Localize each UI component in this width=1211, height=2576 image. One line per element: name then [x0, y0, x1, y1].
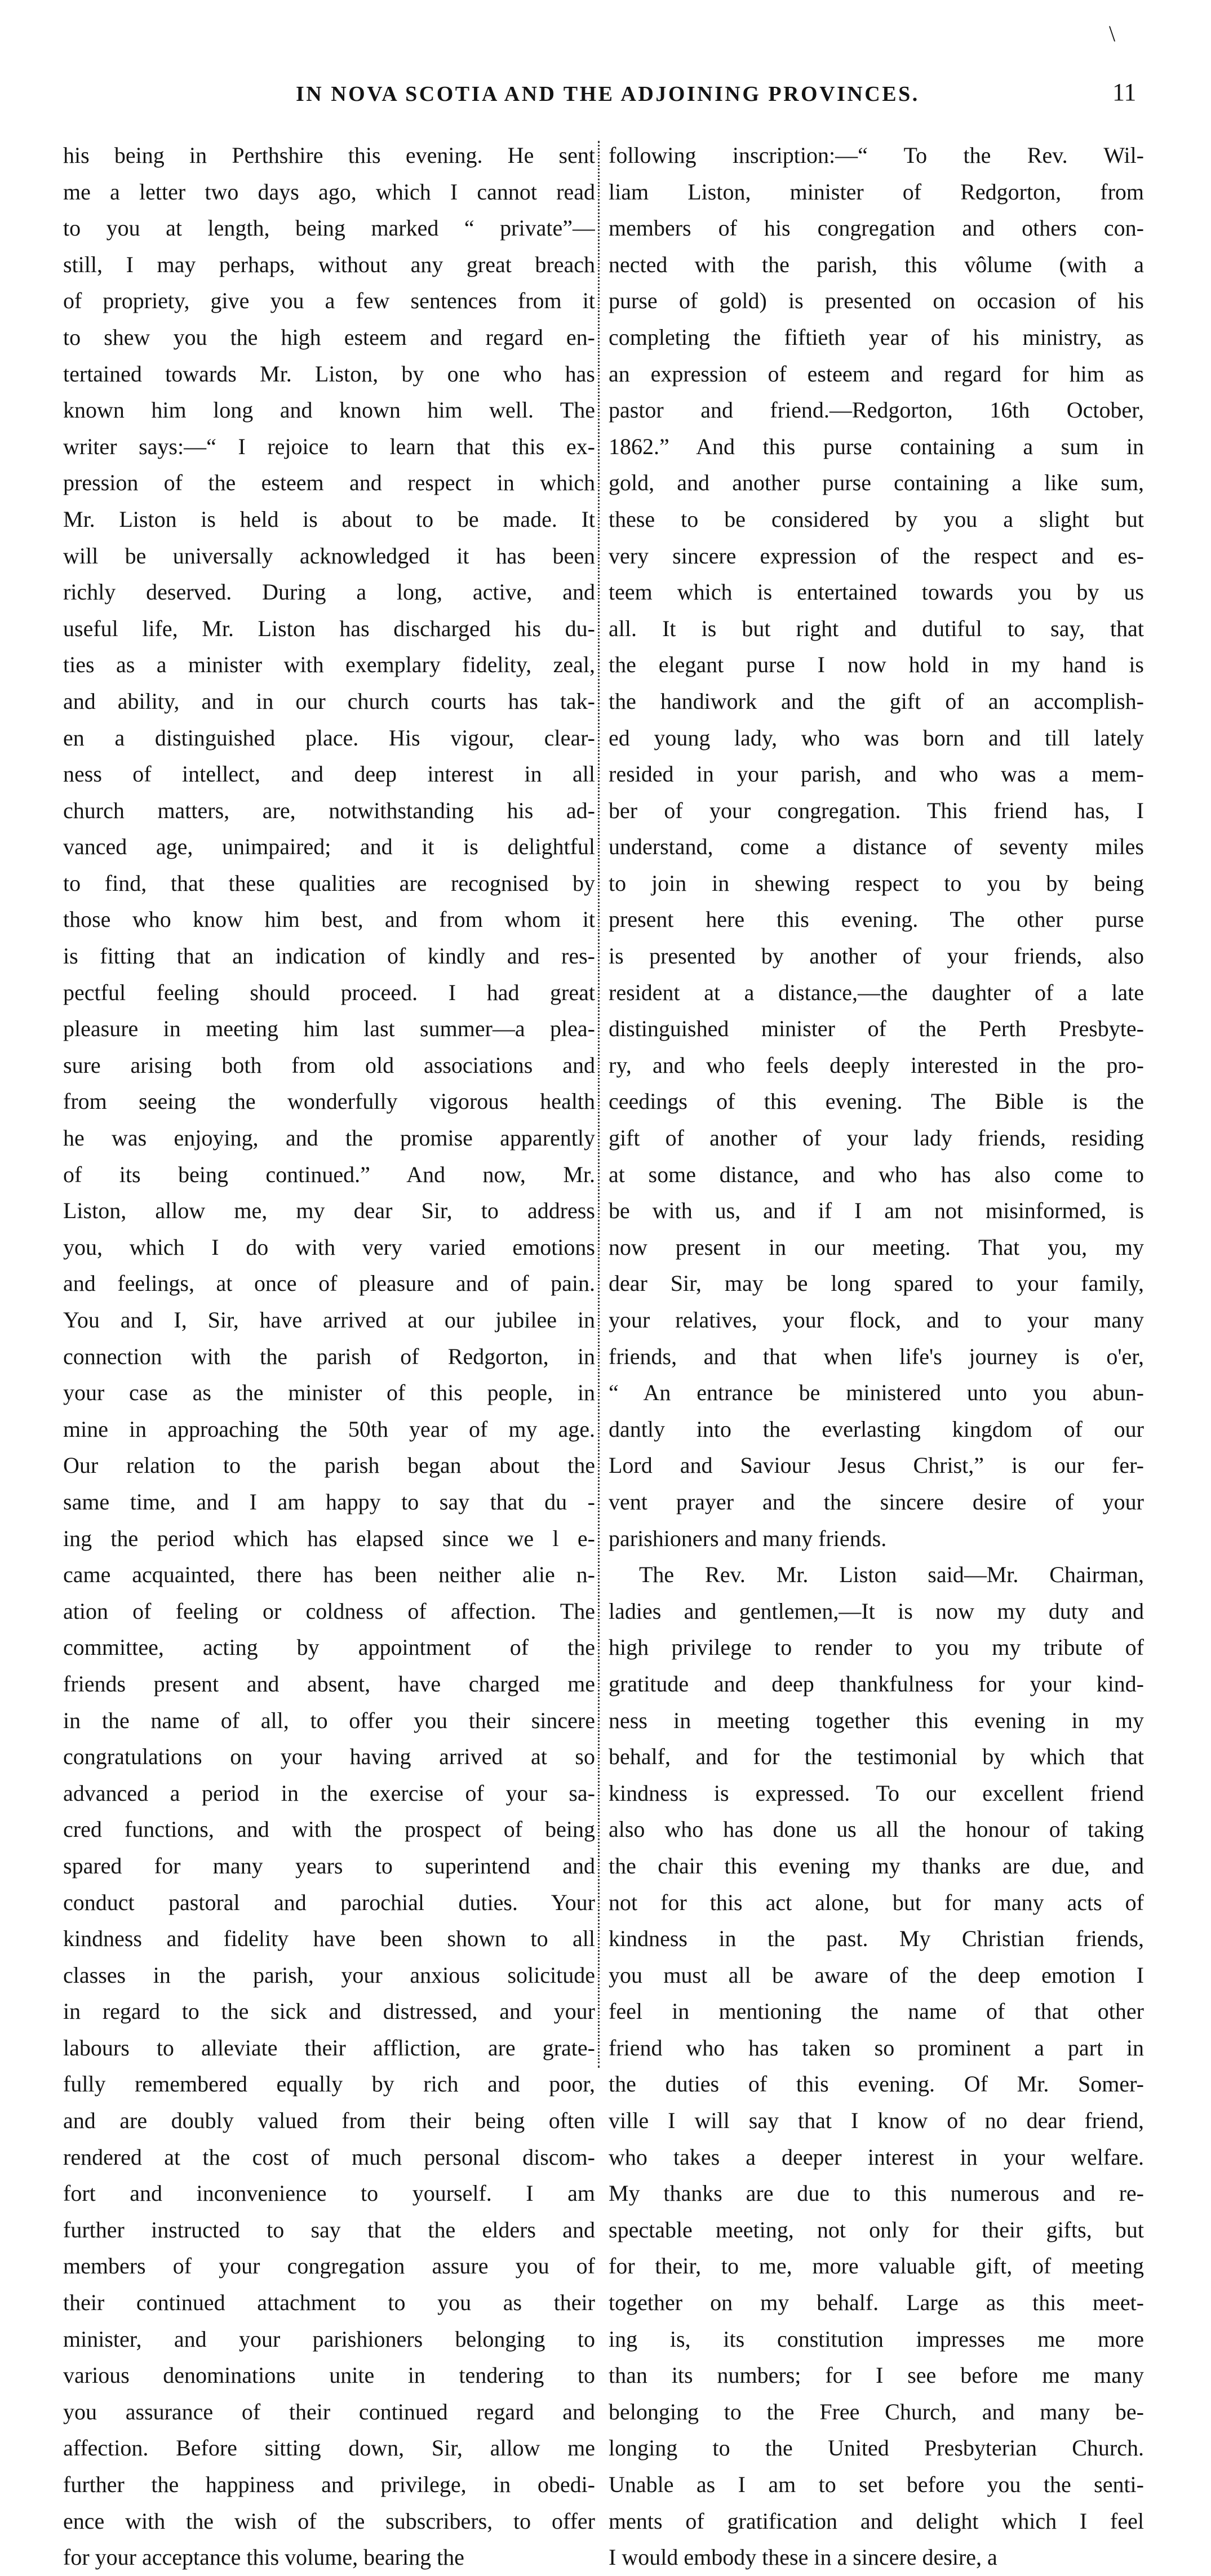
- text-line: gold, and another purse containing a like sum,: [609, 470, 1144, 496]
- text-line: ence with the wish of the subscribers, to offer: [63, 2508, 595, 2534]
- text-line: teem which is entertained towards you by us: [609, 579, 1144, 605]
- text-line: together on my behalf. Large as this meet-: [609, 2290, 1144, 2316]
- text-line: fully remembered equally by rich and poor,: [63, 2071, 595, 2097]
- text-line: to join in shewing respect to you by being: [609, 870, 1144, 896]
- text-line: kindness is expressed. To our excellent friend: [609, 1780, 1144, 1806]
- text-line: gift of another of your lady friends, residing: [609, 1125, 1144, 1151]
- text-line: longing to the United Presbyterian Church.: [609, 2435, 1144, 2461]
- text-line: classes in the parish, your anxious solicitude: [63, 1962, 595, 1988]
- text-line: very sincere expression of the respect and es-: [609, 543, 1144, 569]
- text-line: richly deserved. During a long, active, and: [63, 579, 595, 605]
- text-line: ation of feeling or coldness of affection. The: [63, 1598, 595, 1624]
- text-line: pleasure in meeting him last summer—a plea-: [63, 1016, 595, 1042]
- text-line: writer says:—“ I rejoice to learn that this ex-: [63, 433, 595, 459]
- text-line: for their, to me, more valuable gift, of meeting: [609, 2253, 1144, 2279]
- text-line: spared for many years to superintend and: [63, 1853, 595, 1878]
- text-line: behalf, and for the testimonial by which that: [609, 1744, 1144, 1770]
- text-line: ties as a minister with exemplary fidelity, zeal,: [63, 652, 595, 678]
- text-line: cred functions, and with the prospect of being: [63, 1816, 595, 1842]
- text-line: resident at a distance,—the daughter of a late: [609, 979, 1144, 1005]
- text-line: high privilege to render to you my tribute of: [609, 1635, 1144, 1660]
- text-line: and ability, and in our church courts has tak-: [63, 688, 595, 714]
- text-line: will be universally acknowledged it has been: [63, 543, 595, 569]
- running-head: IN NOVA SCOTIA AND THE ADJOINING PROVINCES.: [296, 82, 920, 106]
- text-line: committee, acting by appointment of the: [63, 1635, 595, 1660]
- right-column: [609, 137, 1144, 2576]
- text-line: is fitting that an indication of kindly and res-: [63, 943, 595, 969]
- text-line: completing the fiftieth year of his ministry, as: [609, 324, 1144, 350]
- text-line: an expression of esteem and regard for him as: [609, 361, 1144, 387]
- text-line: Liston, allow me, my dear Sir, to address: [63, 1198, 595, 1224]
- text-line: known him long and known him well. The: [63, 397, 595, 423]
- text-line: kindness in the past. My Christian friends,: [609, 1926, 1144, 1952]
- text-line: than its numbers; for I see before me many: [609, 2362, 1144, 2388]
- text-line: your case as the minister of this people, in: [63, 1380, 595, 1406]
- text-line: following inscription:—“ To the Rev. Wil-: [609, 143, 1144, 168]
- text-line: your relatives, your flock, and to your many: [609, 1307, 1144, 1333]
- text-line: ber of your congregation. This friend has, I: [609, 797, 1144, 823]
- text-line: ness of intellect, and deep interest in all: [63, 761, 595, 787]
- text-line: connection with the parish of Redgorton, in: [63, 1343, 595, 1369]
- text-line: is presented by another of your friends, also: [609, 943, 1144, 969]
- text-line: dantly into the everlasting kingdom of our: [609, 1416, 1144, 1442]
- text-line: further the happiness and privilege, in obedi-: [63, 2472, 595, 2497]
- text-line: members of his congregation and others con-: [609, 215, 1144, 241]
- text-line: of propriety, give you a few sentences from it: [63, 288, 595, 314]
- text-line: advanced a period in the exercise of your sa-: [63, 1780, 595, 1806]
- text-line: the chair this evening my thanks are due, and: [609, 1853, 1144, 1878]
- text-line: be with us, and if I am not misinformed, is: [609, 1198, 1144, 1224]
- text-line: for your acceptance this volume, bearing the: [63, 2544, 464, 2570]
- page-number: 11: [1112, 78, 1137, 106]
- text-line: not for this act alone, but for many acts of: [609, 1889, 1144, 1915]
- text-line: came acquainted, there has been neither alie n-: [63, 1562, 595, 1588]
- text-line: church matters, are, notwithstanding his ad-: [63, 797, 595, 823]
- text-line: ed young lady, who was born and till lately: [609, 725, 1144, 750]
- text-line: members of your congregation assure you of: [63, 2253, 595, 2279]
- text-line: various denominations unite in tendering to: [63, 2362, 595, 2388]
- text-line: all. It is but right and dutiful to say, that: [609, 615, 1144, 641]
- text-line: Lord and Saviour Jesus Christ,” is our fer-: [609, 1453, 1144, 1478]
- text-line: belonging to the Free Church, and many be-: [609, 2399, 1144, 2424]
- text-line: to shew you the high esteem and regard en-: [63, 324, 595, 350]
- text-line: Mr. Liston is held is about to be made. It: [63, 506, 595, 532]
- text-line: I would embody these in a sincere desire, a: [609, 2544, 997, 2570]
- text-line: spectable meeting, not only for their gifts, but: [609, 2217, 1144, 2242]
- text-line: The Rev. Mr. Liston said—Mr. Chairman,: [639, 1562, 1144, 1588]
- text-line: pastor and friend.—Redgorton, 16th October,: [609, 397, 1144, 423]
- text-line: distinguished minister of the Perth Presbyte-: [609, 1016, 1144, 1042]
- text-line: en a distinguished place. His vigour, clear-: [63, 725, 595, 750]
- text-line: resided in your parish, and who was a mem-: [609, 761, 1144, 787]
- text-line: further instructed to say that the elders and: [63, 2217, 595, 2242]
- text-line: tertained towards Mr. Liston, by one who has: [63, 361, 595, 387]
- text-line: the elegant purse I now hold in my hand is: [609, 652, 1144, 678]
- text-line: those who know him best, and from whom it: [63, 907, 595, 932]
- text-line: his being in Perthshire this evening. He sent: [63, 143, 595, 168]
- text-line: of its being continued.” And now, Mr.: [63, 1161, 595, 1187]
- text-line: ing the period which has elapsed since we l e-: [63, 1525, 595, 1551]
- text-line: useful life, Mr. Liston has discharged his du-: [63, 615, 595, 641]
- text-line: in regard to the sick and distressed, and your: [63, 1998, 595, 2024]
- text-line: friends, and that when life's journey is o'er,: [609, 1343, 1144, 1369]
- text-line: affection. Before sitting down, Sir, allow me: [63, 2435, 595, 2461]
- text-line: ceedings of this evening. The Bible is the: [609, 1089, 1144, 1114]
- text-line: from seeing the wonderfully vigorous health: [63, 1089, 595, 1114]
- corner-mark: \: [1109, 21, 1116, 46]
- text-line: me a letter two days ago, which I cannot read: [63, 179, 595, 205]
- text-line: who takes a deeper interest in your welfare.: [609, 2144, 1144, 2170]
- text-line: dear Sir, may be long spared to your family,: [609, 1271, 1144, 1296]
- text-line: mine in approaching the 50th year of my age.: [63, 1416, 595, 1442]
- text-line: friend who has taken so prominent a part in: [609, 2035, 1144, 2060]
- text-line: minister, and your parishioners belonging to: [63, 2326, 595, 2352]
- text-line: their continued attachment to you as their: [63, 2290, 595, 2316]
- text-line: sure arising both from old associations and: [63, 1052, 595, 1078]
- text-line: congratulations on your having arrived at so: [63, 1744, 595, 1770]
- text-line: still, I may perhaps, without any great breach: [63, 251, 595, 277]
- text-line: to find, that these qualities are recognised by: [63, 870, 595, 896]
- text-line: understand, come a distance of seventy miles: [609, 834, 1144, 860]
- column-divider: [598, 141, 600, 2068]
- text-line: at some distance, and who has also come to: [609, 1161, 1144, 1187]
- text-line: My thanks are due to this numerous and re-: [609, 2180, 1144, 2206]
- text-line: “ An entrance be ministered unto you abun-: [609, 1380, 1144, 1406]
- text-line: vanced age, unimpaired; and it is delightful: [63, 834, 595, 860]
- text-line: present here this evening. The other purse: [609, 907, 1144, 932]
- text-line: ladies and gentlemen,—It is now my duty and: [609, 1598, 1144, 1624]
- text-line: pression of the esteem and respect in which: [63, 470, 595, 496]
- text-line: gratitude and deep thankfulness for your kind-: [609, 1671, 1144, 1696]
- text-line: also who has done us all the honour of taking: [609, 1816, 1144, 1842]
- text-line: pectful feeling should proceed. I had great: [63, 979, 595, 1005]
- text-line: he was enjoying, and the promise apparently: [63, 1125, 595, 1151]
- text-line: you must all be aware of the deep emotion I: [609, 1962, 1144, 1988]
- text-line: these to be considered by you a slight but: [609, 506, 1144, 532]
- text-line: vent prayer and the sincere desire of your: [609, 1489, 1144, 1514]
- text-line: and are doubly valued from their being often: [63, 2108, 595, 2134]
- text-line: conduct pastoral and parochial duties. Your: [63, 1889, 595, 1915]
- text-line: to you at length, being marked “ private”—: [63, 215, 595, 241]
- text-line: feel in mentioning the name of that other: [609, 1998, 1144, 2024]
- text-line: rendered at the cost of much personal discom-: [63, 2144, 595, 2170]
- text-line: parishioners and many friends.: [609, 1525, 887, 1551]
- text-line: You and I, Sir, have arrived at our jubilee in: [63, 1307, 595, 1333]
- text-line: Our relation to the parish began about the: [63, 1453, 595, 1478]
- text-line: in the name of all, to offer you their sincere: [63, 1707, 595, 1733]
- left-column: [63, 137, 595, 2576]
- text-line: purse of gold) is presented on occasion of his: [609, 288, 1144, 314]
- text-line: ments of gratification and delight which I feel: [609, 2508, 1144, 2534]
- text-line: ville I will say that I know of no dear friend,: [609, 2108, 1144, 2134]
- text-line: same time, and I am happy to say that du -: [63, 1489, 595, 1514]
- text-line: the handiwork and the gift of an accomplish-: [609, 688, 1144, 714]
- text-line: ry, and who feels deeply interested in the pro-: [609, 1052, 1144, 1078]
- text-line: you assurance of their continued regard and: [63, 2399, 595, 2424]
- text-line: nected with the parish, this vôlume (with a: [609, 251, 1144, 277]
- text-line: labours to alleviate their affliction, are grate-: [63, 2035, 595, 2060]
- text-line: fort and inconvenience to yourself. I am: [63, 2180, 595, 2206]
- text-line: 1862.” And this purse containing a sum in: [609, 433, 1144, 459]
- text-line: ing is, its constitution impresses me more: [609, 2326, 1144, 2352]
- text-line: kindness and fidelity have been shown to all: [63, 1926, 595, 1952]
- text-line: you, which I do with very varied emotions: [63, 1234, 595, 1260]
- text-line: and feelings, at once of pleasure and of pain.: [63, 1271, 595, 1296]
- text-line: Unable as I am to set before you the senti-: [609, 2472, 1144, 2497]
- text-line: liam Liston, minister of Redgorton, from: [609, 179, 1144, 205]
- text-line: ness in meeting together this evening in my: [609, 1707, 1144, 1733]
- text-line: the duties of this evening. Of Mr. Somer-: [609, 2071, 1144, 2097]
- text-line: now present in our meeting. That you, my: [609, 1234, 1144, 1260]
- text-line: friends present and absent, have charged me: [63, 1671, 595, 1696]
